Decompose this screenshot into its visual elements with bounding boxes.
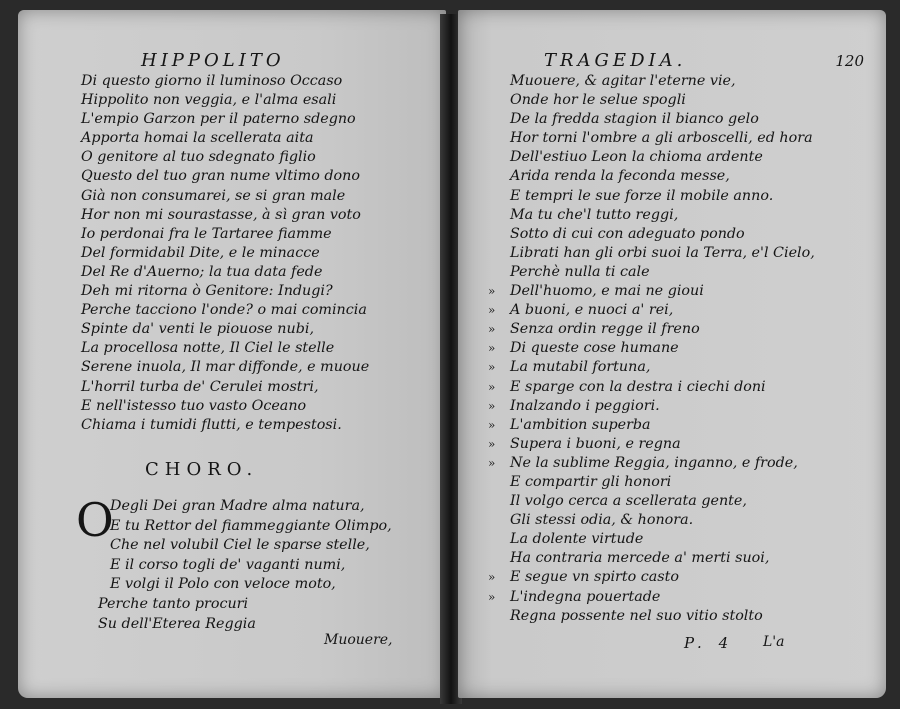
verse-text: E compartir gli honori [510, 473, 672, 490]
verse-line: Io perdonai fra le Tartaree fiamme [81, 225, 332, 242]
verse-text: Gli stessi odia, & honora. [510, 512, 694, 529]
verse-text: De la fredda stagion il bianco gelo [510, 111, 759, 128]
chorus-line: E tu Rettor del fiammeggiante Olimpo, [110, 517, 392, 534]
verse-line [488, 416, 868, 435]
drop-capital: O [76, 493, 114, 547]
verse-line [488, 129, 868, 148]
quotation-mark: » [488, 379, 496, 394]
verse-text: Inalzando i peggiori. [510, 397, 660, 414]
chorus-heading: CHORO. [145, 459, 259, 480]
verse-line [488, 397, 868, 416]
verse-text: Muouere, & agitar l'eterne vie, [510, 73, 736, 89]
verse-line [488, 530, 868, 549]
verse-line [488, 263, 868, 282]
quotation-mark: » [488, 303, 496, 318]
signature-mark: P. 4 [684, 634, 735, 652]
verse-line: Hippolito non veggia, e l'alma esali [81, 92, 337, 109]
quotation-mark: » [488, 398, 496, 413]
quotation-mark: » [488, 341, 496, 356]
running-head-left: HIPPOLITO [141, 50, 285, 71]
right-page [458, 10, 886, 698]
verse-line: Del Re d'Auerno; la tua data fede [81, 263, 323, 280]
verse-text: Supera i buoni, e regna [510, 435, 681, 452]
quotation-mark: » [488, 417, 496, 432]
quotation-mark: » [488, 284, 496, 299]
quotation-mark: » [488, 360, 496, 375]
left-page [18, 10, 446, 698]
verse-line [488, 492, 868, 511]
verse-text: La dolente virtude [510, 531, 644, 548]
verse-line: Di questo giorno il luminoso Occaso [81, 73, 343, 89]
verse-line [488, 511, 868, 530]
verse-text: Dell'huomo, e mai ne gioui [510, 283, 704, 300]
verse-line [488, 378, 868, 397]
verse-text: Ne la sublime Reggia, inganno, e frode, [510, 454, 798, 471]
right-verses [488, 72, 868, 626]
quotation-mark: » [488, 436, 496, 451]
chorus-line: Su dell'Eterea Reggia [98, 615, 256, 632]
verse-line: Già non consumarei, se si gran male [81, 187, 346, 204]
verse-text: Ha contraria mercede a' merti suoi, [510, 550, 770, 567]
verse-text: Perchè nulla ti cale [510, 263, 650, 280]
verse-line [488, 607, 868, 626]
verse-text: E segue vn spirto casto [510, 569, 679, 586]
verse-text: Senza ordin regge il freno [510, 321, 700, 338]
verse-line [488, 187, 868, 206]
verse-text: Di queste cose humane [510, 340, 679, 357]
verse-line: La procellosa notte, Il Ciel le stelle [81, 340, 335, 357]
verse-line [488, 339, 868, 358]
quotation-mark: » [488, 455, 496, 470]
verse-text: Sotto di cui con adeguato pondo [510, 225, 745, 242]
verse-text: E tempri le sue forze il mobile anno. [510, 187, 774, 204]
verse-line [488, 454, 868, 473]
verse-line: Apporta homai la scellerata aita [81, 130, 314, 147]
verse-line: L'empio Garzon per il paterno sdegno [81, 111, 356, 128]
quotation-mark: » [488, 589, 496, 604]
verse-text: Dell'estiuo Leon la chioma ardente [510, 149, 763, 166]
verse-line: Hor non mi sourastasse, à sì gran voto [81, 206, 361, 223]
verse-line: E nell'istesso tuo vasto Oceano [81, 397, 307, 414]
verse-line [488, 110, 868, 129]
verse-line [488, 206, 868, 225]
verse-text: La mutabil fortuna, [510, 359, 651, 376]
verse-line [488, 435, 868, 454]
page-number: 120 [835, 52, 864, 70]
verse-line [488, 568, 868, 587]
verse-text: Librati han gli orbi suoi la Terra, e'l Cielo, [510, 244, 815, 261]
verse-line [488, 167, 868, 186]
chorus-line: Degli Dei gran Madre alma natura, [110, 498, 365, 514]
chorus-block [76, 493, 436, 634]
verse-line [488, 320, 868, 339]
verse-line [488, 244, 868, 263]
verse-text: Hor torni l'ombre a gli arboscelli, ed hora [510, 130, 813, 147]
chorus-line: Perche tanto procuri [98, 595, 249, 612]
running-head-right: TRAGEDIA. [544, 50, 687, 71]
quotation-mark: » [488, 570, 496, 585]
catchword-left: Muouere, [324, 632, 393, 648]
verse-text: Arida renda la feconda messe, [510, 168, 730, 185]
verse-text: L'ambition superba [510, 416, 651, 433]
verse-text: Ma tu che'l tutto reggi, [510, 206, 679, 223]
verse-line [488, 282, 868, 301]
verse-line [488, 148, 868, 167]
verse-line [488, 549, 868, 568]
verse-line: Questo del tuo gran nume vltimo dono [81, 168, 360, 185]
verse-line [488, 473, 868, 492]
chorus-line: E volgi il Polo con veloce moto, [110, 576, 336, 593]
verse-line [488, 72, 868, 91]
quotation-mark: » [488, 322, 496, 337]
verse-line: Serene inuola, Il mar diffonde, e muoue [81, 359, 370, 376]
verse-line [488, 588, 868, 607]
verse-line [488, 225, 868, 244]
verse-line: Spinte da' venti le piouose nubi, [81, 321, 314, 338]
verse-line: Chiama i tumidi flutti, e tempestosi. [81, 416, 342, 433]
verse-text: Il volgo cerca a scellerata gente, [510, 493, 747, 510]
verse-line [488, 358, 868, 377]
verse-text: E sparge con la destra i ciechi doni [510, 378, 766, 395]
chorus-line: Che nel volubil Ciel le sparse stelle, [110, 537, 370, 554]
verse-line: O genitore al tuo sdegnato figlio [81, 149, 316, 166]
verse-line: Perche tacciono l'onde? o mai comincia [81, 302, 367, 319]
verse-text: A buoni, e nuoci a' rei, [510, 302, 674, 319]
verse-text: L'indegna pouertade [510, 588, 661, 605]
verse-line: Del formidabil Dite, e le minacce [81, 244, 320, 261]
verse-line: L'horril turba de' Cerulei mostri, [81, 378, 319, 395]
catchword-right: L'a [763, 634, 785, 650]
left-verses [81, 72, 421, 435]
chorus-line: E il corso togli de' vaganti numi, [110, 556, 346, 573]
verse-line [488, 91, 868, 110]
verse-line [488, 301, 868, 320]
verse-line: Deh mi ritorna ò Genitore: Indugi? [81, 283, 333, 300]
verse-text: Onde hor le selue spogli [510, 92, 686, 109]
verse-text: Regna possente nel suo vitio stolto [510, 607, 763, 624]
